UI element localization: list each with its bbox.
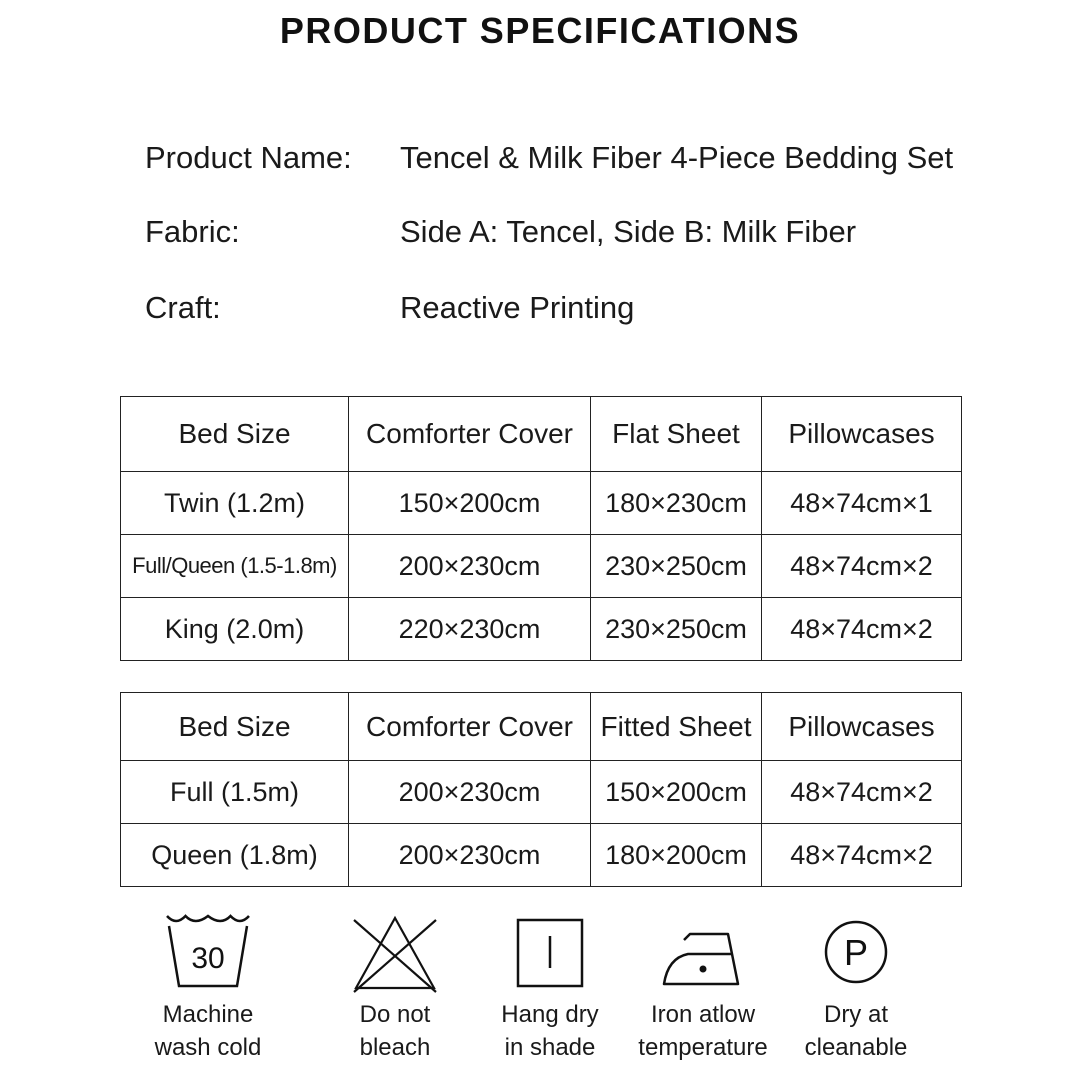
- table-cell: Queen (1.8m): [121, 824, 349, 887]
- care-item-wash: [128, 910, 288, 1064]
- table-header-cell: Pillowcases: [762, 693, 962, 761]
- table-header-cell: Fitted Sheet: [591, 693, 762, 761]
- care-label-line: Do not: [359, 1001, 431, 1028]
- table-cell: 150×200cm: [591, 761, 762, 824]
- table-cell: 48×74cm×1: [762, 472, 962, 535]
- table-cell: 48×74cm×2: [762, 824, 962, 887]
- care-label: [315, 998, 475, 1064]
- size-table-fitted-sheet: [120, 692, 962, 887]
- table-header-cell: Comforter Cover: [349, 397, 591, 472]
- page-title: PRODUCT SPECIFICATIONS: [279, 10, 801, 51]
- care-label-line: Machine: [162, 1001, 254, 1028]
- care-item-dry-clean: [776, 910, 936, 1064]
- table-header-cell: Bed Size: [121, 397, 349, 472]
- table-header-cell: Flat Sheet: [591, 397, 762, 472]
- wash-tub-icon: [163, 910, 253, 994]
- table-cell: 200×230cm: [349, 824, 591, 887]
- care-label: [470, 998, 630, 1064]
- spec-value: Tencel & Milk Fiber 4-Piece Bedding Set: [400, 140, 954, 175]
- care-label-line: Iron atlow: [650, 1001, 756, 1028]
- table-cell: 200×230cm: [349, 761, 591, 824]
- table-cell: King (2.0m): [121, 598, 349, 661]
- care-label-line: Hang dry: [501, 1001, 599, 1028]
- care-label: [776, 998, 936, 1064]
- care-label: [128, 998, 288, 1064]
- care-label-line: bleach: [359, 1034, 431, 1061]
- size-table-flat-sheet: [120, 396, 962, 661]
- table-cell: Full (1.5m): [121, 761, 349, 824]
- table-cell: Twin (1.2m): [121, 472, 349, 535]
- care-label-line: cleanable: [804, 1034, 908, 1061]
- table-cell: 230×250cm: [591, 535, 762, 598]
- table-cell: 48×74cm×2: [762, 598, 962, 661]
- table-cell: 150×200cm: [349, 472, 591, 535]
- dry-clean-p-icon: [811, 910, 901, 994]
- care-instructions: [0, 910, 1080, 1080]
- care-label-line: in shade: [504, 1034, 596, 1061]
- table-header-cell: Bed Size: [121, 693, 349, 761]
- no-bleach-icon: [350, 910, 440, 994]
- table-header-row: [121, 693, 962, 761]
- spec-label: Craft:: [145, 290, 221, 325]
- care-label-line: wash cold: [154, 1034, 262, 1061]
- table-cell: 180×200cm: [591, 824, 762, 887]
- hang-dry-icon: [505, 910, 595, 994]
- care-label: [623, 998, 783, 1064]
- spec-label: Fabric:: [145, 214, 240, 249]
- dry-clean-letter: P: [843, 932, 869, 973]
- care-item-hang-dry: [470, 910, 630, 1064]
- care-label-line: temperature: [638, 1034, 768, 1061]
- care-label-line: Dry at: [823, 1001, 888, 1028]
- care-item-iron: [623, 910, 783, 1064]
- table-cell: 48×74cm×2: [762, 761, 962, 824]
- table-cell: 48×74cm×2: [762, 535, 962, 598]
- table-cell: Full/Queen (1.5-1.8m): [121, 535, 349, 598]
- spec-value: Side A: Tencel, Side B: Milk Fiber: [400, 214, 857, 249]
- iron-low-icon: [658, 910, 748, 994]
- table-header-row: [121, 397, 962, 472]
- spec-value: Reactive Printing: [400, 290, 635, 325]
- table-row: [121, 472, 962, 535]
- care-item-bleach: [315, 910, 475, 1064]
- table-header-cell: Comforter Cover: [349, 693, 591, 761]
- table-row: [121, 535, 962, 598]
- table-row: [121, 598, 962, 661]
- table-row: [121, 824, 962, 887]
- table-header-cell: Pillowcases: [762, 397, 962, 472]
- spec-label: Product Name:: [145, 140, 352, 175]
- table-cell: 220×230cm: [349, 598, 591, 661]
- wash-temp-text: 30: [191, 942, 225, 975]
- table-cell: 200×230cm: [349, 535, 591, 598]
- table-row: [121, 761, 962, 824]
- table-cell: 230×250cm: [591, 598, 762, 661]
- table-cell: 180×230cm: [591, 472, 762, 535]
